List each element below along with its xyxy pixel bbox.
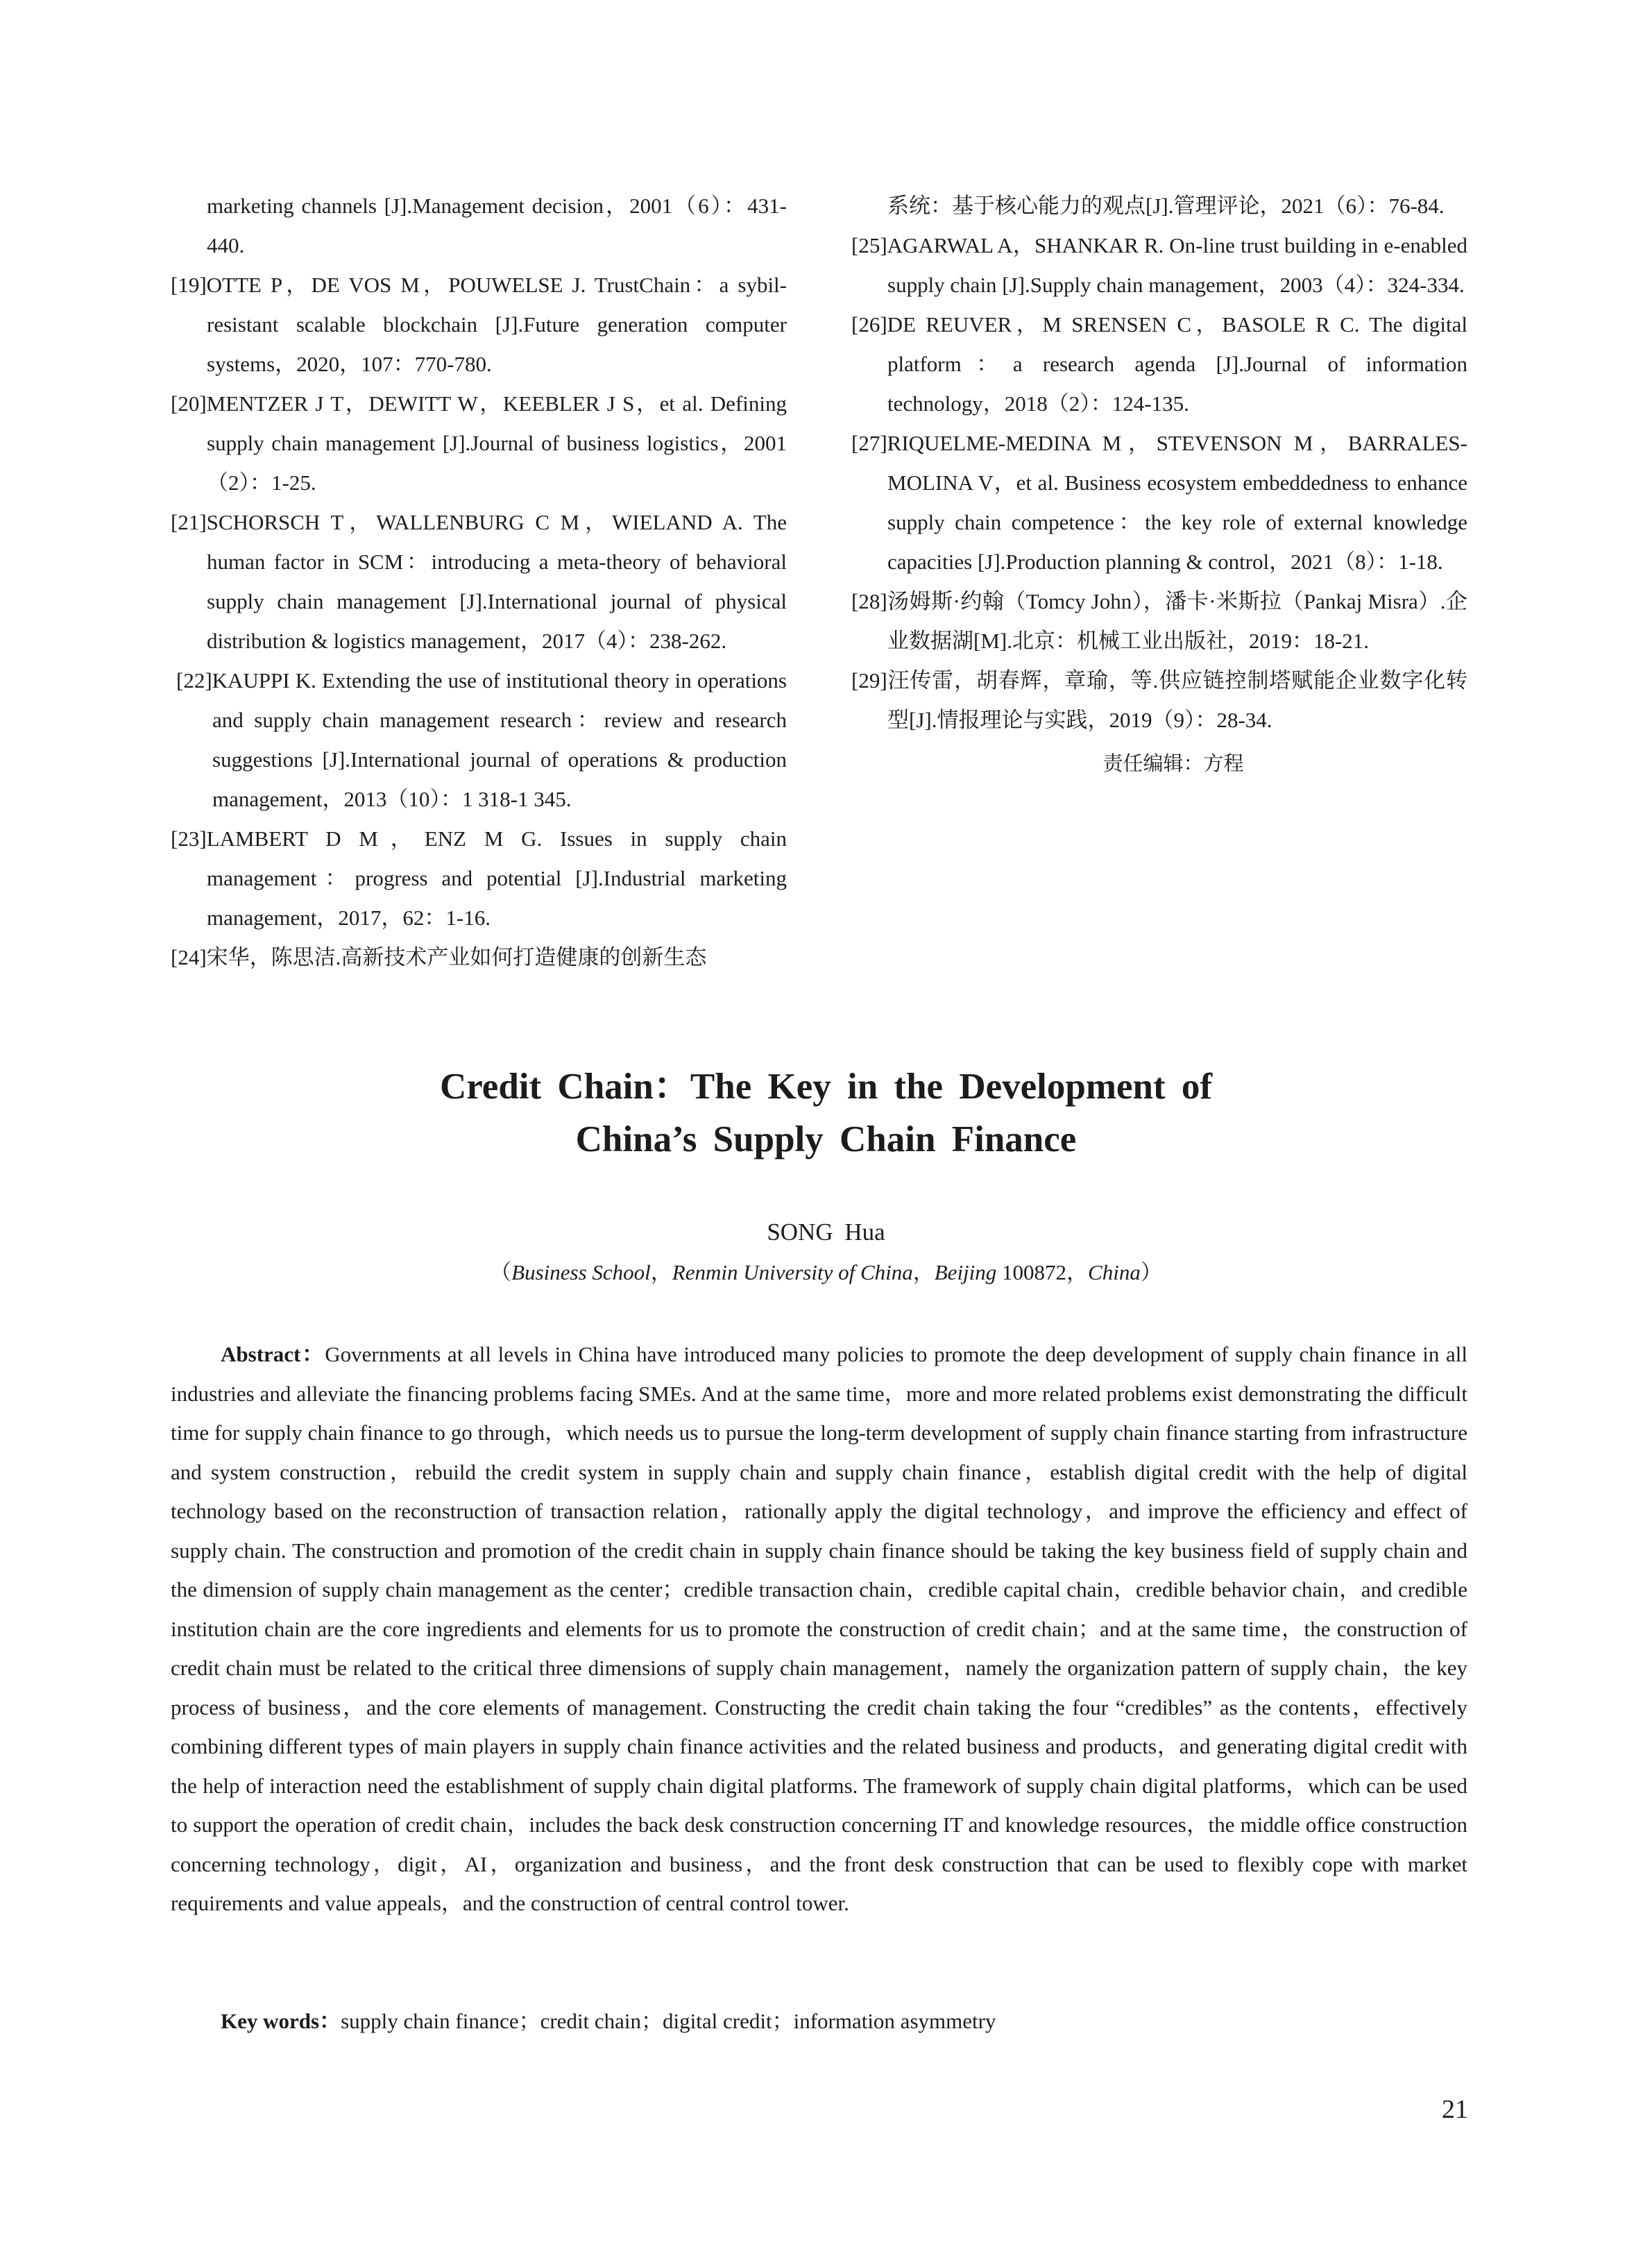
reference-entry: [25]AGARWAL A，SHANKAR R. On-line trust building in e-enabled supply chain [J].Supply chain management，2003（4）：324-334. [851,233,1467,297]
keywords [171,2002,1467,2041]
reference-entry: [23]LAMBERT D M，ENZ M G. Issues in supply chain management：progress and potential [J].Industrial marketing management，2017，62：1-16. [171,826,787,930]
reference-entry: [20]MENTZER J T，DEWITT W，KEEBLER J S，et al. Defining supply chain management [J].Journal of business logistics，2001（2）：1-25. [171,391,787,495]
affiliation-close-paren: ） [1140,1260,1162,1284]
affiliation-university: Renmin University of China [672,1260,913,1284]
affiliation-open-paren: （ [490,1260,512,1284]
affiliation-separator: ， [912,1260,935,1284]
reference-entry: marketing channels [J].Management decision，2001（6）：431-440. [207,194,787,257]
abstract [171,1335,1467,1923]
keywords-label: Key words： [221,2009,341,2033]
references-right-column [851,186,1467,783]
references-right-list [851,186,1467,740]
reference-entry: [27]RIQUELME-MEDINA M，STEVENSON M，BARRALES-MOLINA V，et al. Business ecosystem embeddedness to enhance supply chain competence：the key role of external knowledge capacities [J].Production planning & control，2021（8）：1-18. [851,431,1467,574]
affiliation-school: Business School [511,1260,651,1284]
reference-entry: [28]汤姆斯·约翰（Tomcy John），潘卡·米斯拉（Pankaj Misra）.企业数据湖[M].北京：机械工业出版社，2019：18-21. [851,589,1467,653]
reference-entry: [22]KAUPPI K. Extending the use of institutional theory in operations and supply chain management research：review and research suggestions [J].International journal of operations & production management，2013（10）：1 318-1 345. [176,668,787,811]
reference-entry: [21]SCHORSCH T，WALLENBURG C M，WIELAND A. The human factor in SCM：introducing a meta-theory of behavioral supply chain management [J].International journal of physical distribution & logistics management，2017（4）：238-262. [171,510,787,653]
author-affiliation [0,1257,1652,1288]
editor-note: 责任编辑：方程 [1102,751,1244,775]
reference-entry: 系统：基于核心能力的观点[J].管理评论，2021（6）：76-84. [887,194,1445,218]
author-name: SONG Hua [767,1218,885,1246]
abstract-text: Governments at all levels in China have introduced many policies to promote the deep development of supply chain finance in all industries and alleviate the financing problems facing SMEs. And at the same time，more and more related problems exist demonstrating the difficult time for supply chain finance to go through，which needs us to pursue the long-term development of supply chain finance starting from infrastructure and system construction，rebuild the credit system in supply chain and supply chain finance，establish digital credit with the help of digital technology based on the reconstruction of transaction relation，rationally apply the digital technology，and improve the efficiency and effect of supply chain. The construction and promotion of the credit chain in supply chain finance should be taking the key business field of supply chain and the dimension of supply chain management as the center；credible transaction chain，credible capital chain，credible behavior chain，and credible institution chain are the core ingredients and elements for us to promote the construction of credit chain；and at the same time，the construction of credit chain must be related to the critical three dimensions of supply chain management，namely the organization pattern of supply chain，the key process of business，and the core elements of management. Constructing the credit chain taking the four “credibles” as the contents，effectively combining different types of main players in supply chain finance activities and the related business and products，and generating digital credit with the help of interaction need the establishment of supply chain digital platforms. The framework of supply chain digital platforms，which can be used to support the operation of credit chain，includes the back desk construction concerning IT and knowledge resources，the middle office construction concerning technology，digit，AI，organization and business，and the front desk construction that can be used to flexibly cope with market requirements and value appeals，and the construction of central control tower. [171,1342,1467,1915]
affiliation-postcode: 100872， [996,1260,1089,1284]
reference-entry: [26]DE REUVER，M SRENSEN C，BASOLE R C. The digital platform：a research agenda [J].Journal of information technology，2018（2）：124-135. [851,312,1467,416]
article-title-line-2: China’s Supply Chain Finance [575,1119,1077,1160]
page-number: 21 [1442,2095,1468,2124]
affiliation-country: China [1088,1260,1141,1284]
article-title-line-1: Credit Chain：The Key in the Development of [439,1067,1213,1107]
affiliation-city: Beijing [934,1260,997,1284]
keywords-text: supply chain finance；credit chain；digital credit；information asymmetry [341,2009,996,2033]
affiliation-separator: ， [650,1260,672,1284]
reference-entry: [29]汪传雷，胡春辉，章瑜，等.供应链控制塔赋能企业数字化转型[J].情报理论与实践，2019（9）：28-34. [851,668,1467,732]
reference-entry: [24]宋华，陈思洁.高新技术产业如何打造健康的创新生态 [171,945,707,969]
article-title [0,1060,1652,1166]
references-left-column [171,186,787,977]
reference-entry: [19]OTTE P，DE VOS M，POUWELSE J. TrustChain：a sybil-resistant scalable blockchain [J].Future generation computer systems，2020，107：770-780. [171,273,787,376]
abstract-label: Abstract： [221,1342,325,1366]
